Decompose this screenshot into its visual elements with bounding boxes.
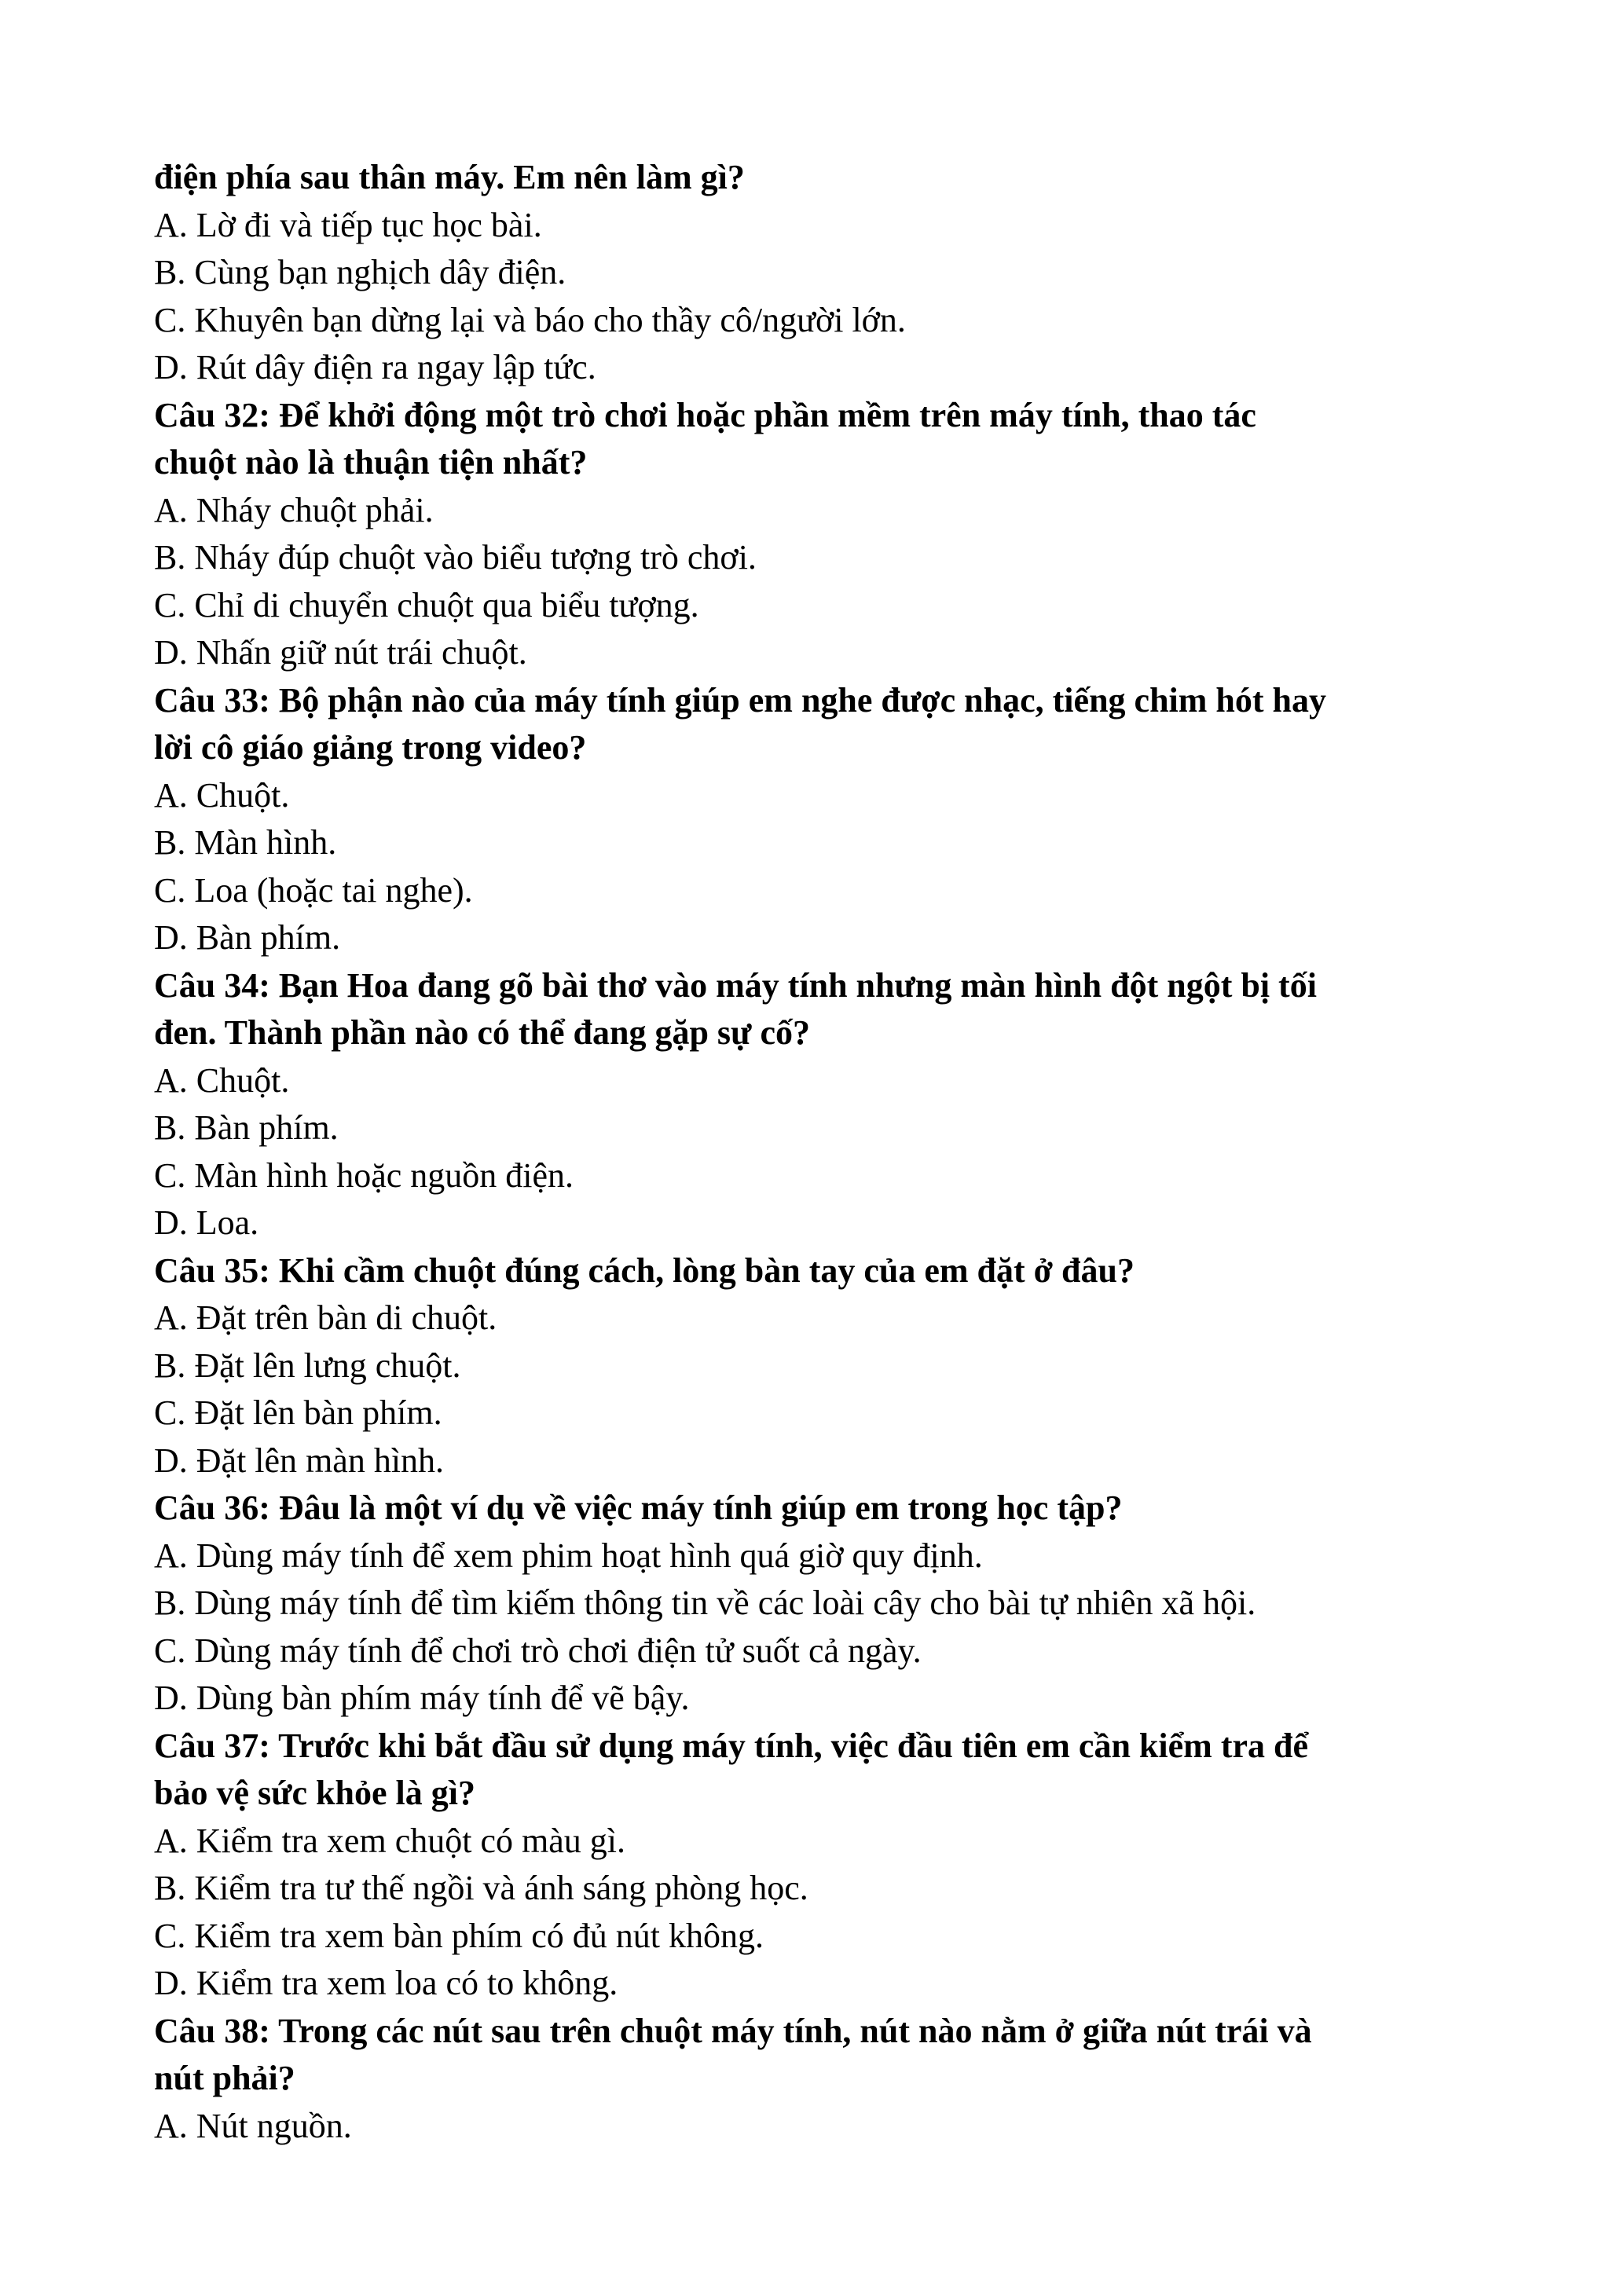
question-text-line: Câu 38: Trong các nút sau trên chuột máy tính, nút nào nằm ở giữa nút trái và bbox=[154, 2011, 1312, 2050]
question-text-line: Câu 37: Trước khi bắt đầu sử dụng máy tính, việc đầu tiên em cần kiểm tra để bbox=[154, 1726, 1308, 1765]
answer-option-line: C. Loa (hoặc tai nghe). bbox=[154, 870, 473, 910]
answer-option-line: A. Lờ đi và tiếp tục học bài. bbox=[154, 205, 542, 244]
question-text-line: Câu 33: Bộ phận nào của máy tính giúp em nghe được nhạc, tiếng chim hót hay bbox=[154, 680, 1327, 720]
answer-option-line: B. Nháy đúp chuột vào biểu tượng trò chơi. bbox=[154, 538, 757, 577]
answer-option-line: C. Đặt lên bàn phím. bbox=[154, 1393, 442, 1432]
question-text-line: Câu 34: Bạn Hoa đang gõ bài thơ vào máy tính nhưng màn hình đột ngột bị tối bbox=[154, 965, 1317, 1005]
question-text-line: Câu 36: Đâu là một ví dụ về việc máy tính giúp em trong học tập? bbox=[154, 1489, 1123, 1527]
answer-option-line: A. Kiểm tra xem chuột có màu gì. bbox=[154, 1821, 625, 1860]
answer-option-line: A. Đặt trên bàn di chuột. bbox=[154, 1298, 497, 1337]
quiz-text-body bbox=[154, 154, 1474, 2150]
answer-option-line: C. Chỉ di chuyển chuột qua biểu tượng. bbox=[154, 585, 699, 624]
question-text-line: đen. Thành phần nào có thể đang gặp sự cố? bbox=[154, 1013, 810, 1052]
answer-option-line: D. Kiểm tra xem loa có to không. bbox=[154, 1964, 618, 2002]
question-text-line: chuột nào là thuận tiện nhất? bbox=[154, 443, 588, 482]
answer-option-line: C. Màn hình hoặc nguồn điện. bbox=[154, 1155, 574, 1195]
answer-option-line: A. Chuột. bbox=[154, 1060, 290, 1100]
answer-option-line: C. Dùng máy tính để chơi trò chơi điện tử suốt cả ngày. bbox=[154, 1631, 922, 1670]
answer-option-line: D. Loa. bbox=[154, 1203, 259, 1242]
question-text-line: Câu 35: Khi cầm chuột đúng cách, lòng bàn tay của em đặt ở đâu? bbox=[154, 1251, 1135, 1290]
question-text-line: lời cô giáo giảng trong video? bbox=[154, 728, 587, 767]
answer-option-line: B. Màn hình. bbox=[154, 823, 337, 862]
answer-option-line: B. Bàn phím. bbox=[154, 1108, 339, 1147]
answer-option-line: B. Dùng máy tính để tìm kiếm thông tin về các loài cây cho bài tự nhiên xã hội. bbox=[154, 1584, 1256, 1622]
answer-option-line: D. Bàn phím. bbox=[154, 918, 341, 957]
answer-option-line: A. Chuột. bbox=[154, 775, 290, 815]
answer-option-line: A. Nút nguồn. bbox=[154, 2106, 352, 2145]
answer-option-line: A. Nháy chuột phải. bbox=[154, 490, 434, 529]
answer-option-line: D. Rút dây điện ra ngay lập tức. bbox=[154, 348, 596, 386]
answer-option-line: C. Khuyên bạn dừng lại và báo cho thầy cô/người lớn. bbox=[154, 300, 906, 339]
question-text-line: điện phía sau thân máy. Em nên làm gì? bbox=[154, 158, 745, 196]
question-text-line: bảo vệ sức khỏe là gì? bbox=[154, 1774, 475, 1812]
question-text-line: nút phải? bbox=[154, 2059, 295, 2097]
answer-option-line: C. Kiểm tra xem bàn phím có đủ nút không. bbox=[154, 1916, 764, 1955]
answer-option-line: D. Nhấn giữ nút trái chuột. bbox=[154, 633, 527, 672]
question-text-line: Câu 32: Để khởi động một trò chơi hoặc phần mềm trên máy tính, thao tác bbox=[154, 395, 1256, 434]
answer-option-line: B. Cùng bạn nghịch dây điện. bbox=[154, 253, 566, 291]
answer-option-line: B. Kiểm tra tư thế ngồi và ánh sáng phòng học. bbox=[154, 1869, 808, 1907]
answer-option-line: D. Dùng bàn phím máy tính để vẽ bậy. bbox=[154, 1679, 690, 1717]
answer-option-line: B. Đặt lên lưng chuột. bbox=[154, 1346, 461, 1385]
answer-option-line: D. Đặt lên màn hình. bbox=[154, 1441, 445, 1480]
answer-option-line: A. Dùng máy tính để xem phim hoạt hình quá giờ quy định. bbox=[154, 1536, 983, 1575]
